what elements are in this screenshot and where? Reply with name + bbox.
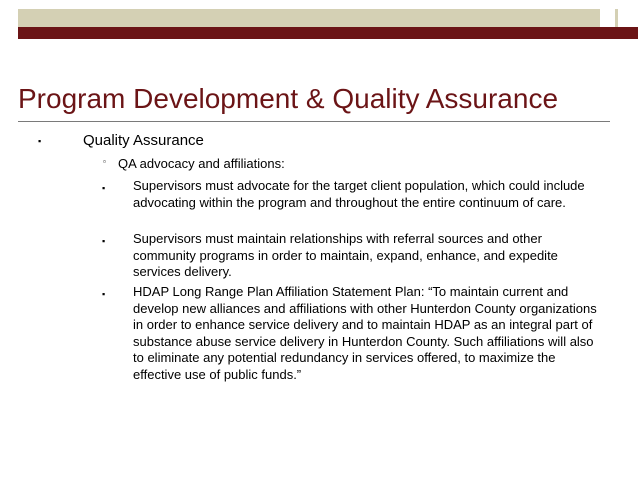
title-divider [18, 121, 610, 122]
bullet-level3: ▪ [102, 183, 106, 193]
outline-point: Supervisors must maintain relationships with referral sources and other community programs in order to maintain, expand, enhance, and expedite services delivery. [133, 231, 558, 279]
header-band-bottom [18, 27, 638, 39]
outline-point: HDAP Long Range Plan Affiliation Statement Plan: “To maintain current and develop new alliances and affiliations with other Hunterdon County organizations in order to enhance service delivery and to maintain HDAP as an integral part of substance abuse service delivery in Hunterdon County. Such affiliations will also to eliminate any potential redundancy in services offered, to maximize the effective use of public funds.” [133, 284, 597, 382]
bullet-level3: ▪ [102, 289, 106, 299]
bullet-level3: ▪ [102, 236, 106, 246]
slide-title: Program Development & Quality Assurance [18, 83, 559, 114]
outline-heading: Quality Assurance [83, 132, 204, 149]
header-band-top [18, 9, 618, 27]
bullet-level1: ▪ [38, 136, 42, 146]
bullet-level2: ▫ [103, 157, 106, 166]
header-grid-cell [600, 9, 615, 27]
outline-point: Supervisors must advocate for the target client population, which could include advocating within the program and throughout the entire continuum of care. [133, 178, 585, 210]
outline-subheading: QA advocacy and affiliations: [118, 156, 285, 171]
